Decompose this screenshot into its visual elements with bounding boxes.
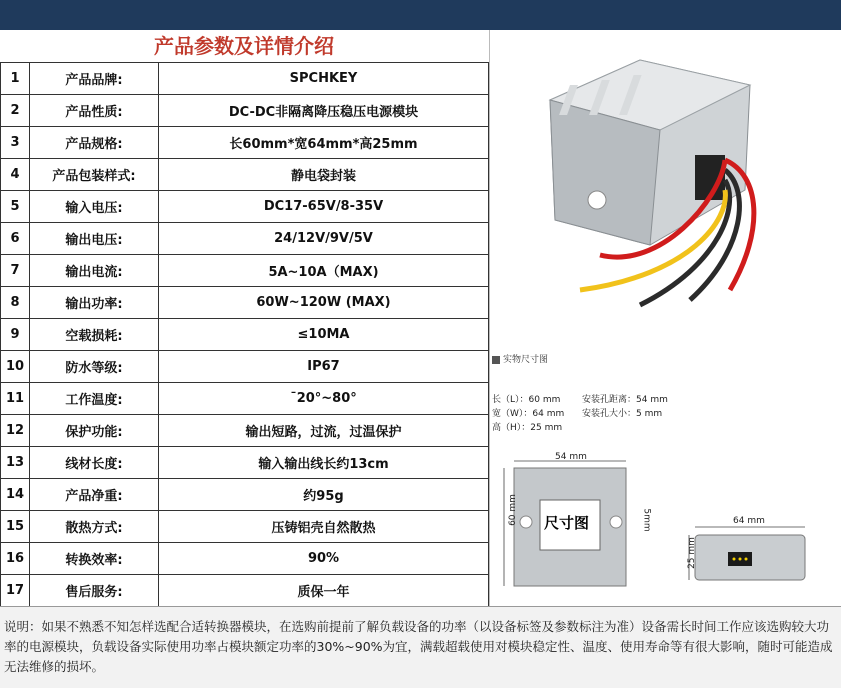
row-number: 7 (1, 255, 30, 287)
product-illustration (490, 30, 841, 606)
table-row (1, 191, 489, 223)
row-number: 6 (1, 223, 30, 255)
row-label: 产品品牌: (30, 63, 159, 95)
dim-height: 高（H）：25 mm (492, 423, 563, 433)
row-value: 压铸铝壳自然散热 (159, 511, 489, 543)
row-number: 12 (1, 415, 30, 447)
row-value: 约95g (159, 479, 489, 511)
table-row (1, 447, 489, 479)
row-label: 输入电压: (30, 191, 159, 223)
row-number: 11 (1, 383, 30, 415)
row-value: 静电袋封装 (159, 159, 489, 191)
table-row (1, 63, 489, 95)
header-bar (0, 0, 841, 30)
row-label: 售后服务: (30, 575, 159, 607)
row-number: 16 (1, 543, 30, 575)
table-row (1, 95, 489, 127)
row-label: 输出功率: (30, 287, 159, 319)
row-label: 空载损耗: (30, 319, 159, 351)
row-number: 2 (1, 95, 30, 127)
table-row (1, 223, 489, 255)
row-value: DC-DC非隔离降压稳压电源模块 (159, 95, 489, 127)
row-number: 15 (1, 511, 30, 543)
table-row (1, 415, 489, 447)
dim-width: 宽（W）：64 mm (492, 409, 565, 419)
front-drawing-label: 尺寸图 (544, 514, 590, 532)
row-label: 工作温度: (30, 383, 159, 415)
row-value: SPCHKEY (159, 63, 489, 95)
row-number: 9 (1, 319, 30, 351)
row-value: ˉ20°~80° (159, 383, 489, 415)
row-value: DC17-65V/8-35V (159, 191, 489, 223)
table-row (1, 159, 489, 191)
row-value: 90% (159, 543, 489, 575)
side-left-dim: 25 mm (686, 537, 697, 569)
caption-text: 实物尺寸图 (503, 355, 549, 365)
table-row (1, 319, 489, 351)
row-value: ≤10MA (159, 319, 489, 351)
row-label: 产品性质: (30, 95, 159, 127)
table-row (1, 479, 489, 511)
table-row (1, 351, 489, 383)
row-value: 5A~10A（MAX) (159, 255, 489, 287)
footer-note (0, 606, 841, 688)
row-label: 产品规格: (30, 127, 159, 159)
row-number: 3 (1, 127, 30, 159)
row-number: 10 (1, 351, 30, 383)
row-value: 长60mm*宽64mm*高25mm (159, 127, 489, 159)
row-number: 4 (1, 159, 30, 191)
row-label: 散热方式: (30, 511, 159, 543)
row-number: 13 (1, 447, 30, 479)
table-row (1, 127, 489, 159)
dim-length: 长（L）：60 mm (492, 395, 561, 405)
square-icon (492, 356, 500, 364)
table-row (1, 255, 489, 287)
row-number: 8 (1, 287, 30, 319)
row-value: IP67 (159, 351, 489, 383)
front-top-dim: 54 mm (555, 452, 587, 462)
table-row (1, 287, 489, 319)
table-row (1, 575, 489, 607)
row-value: 60W~120W (MAX) (159, 287, 489, 319)
dimension-caption (492, 352, 548, 365)
row-value: 输入输出线长约13cm (159, 447, 489, 479)
row-label: 保护功能: (30, 415, 159, 447)
row-value: 输出短路，过流，过温保护 (159, 415, 489, 447)
row-number: 5 (1, 191, 30, 223)
footer-text: 说明：如果不熟悉不知怎样选配合适转换器模块，在选购前提前了解负载设备的功率（以设备标签及参数标注为准）设备需长时间工作应该选购较大功率的电源模块，负载设备实际使用功率占模块额定功率的30%~90%为宜，满载超载使用对模块稳定性、温度、使用寿命等有很大影响，随时可能造成无法维修的损坏。 (4, 619, 833, 674)
product-image-panel (489, 30, 841, 606)
row-number: 1 (1, 63, 30, 95)
table-row (1, 543, 489, 575)
row-label: 产品包装样式: (30, 159, 159, 191)
page-title: 产品参数及详情介绍 (154, 34, 334, 58)
table-row (1, 511, 489, 543)
row-label: 转换效率: (30, 543, 159, 575)
row-label: 线材长度: (30, 447, 159, 479)
row-value: 质保一年 (159, 575, 489, 607)
dim-hole-distance: 安装孔距离：54 mm (582, 395, 668, 405)
table-row (1, 383, 489, 415)
spec-table (0, 62, 489, 607)
module-photo (550, 60, 754, 305)
row-label: 产品净重: (30, 479, 159, 511)
side-dimension-drawing (686, 527, 805, 580)
dim-hole-size: 安装孔大小：5 mm (582, 409, 663, 419)
row-number: 17 (1, 575, 30, 607)
front-right-dim: 5mm (641, 508, 652, 532)
row-label: 输出电压: (30, 223, 159, 255)
row-number: 14 (1, 479, 30, 511)
row-label: 防水等级: (30, 351, 159, 383)
side-top-dim: 64 mm (733, 516, 765, 526)
row-label: 输出电流: (30, 255, 159, 287)
row-value: 24/12V/9V/5V (159, 223, 489, 255)
front-left-dim: 60 mm (507, 494, 518, 526)
